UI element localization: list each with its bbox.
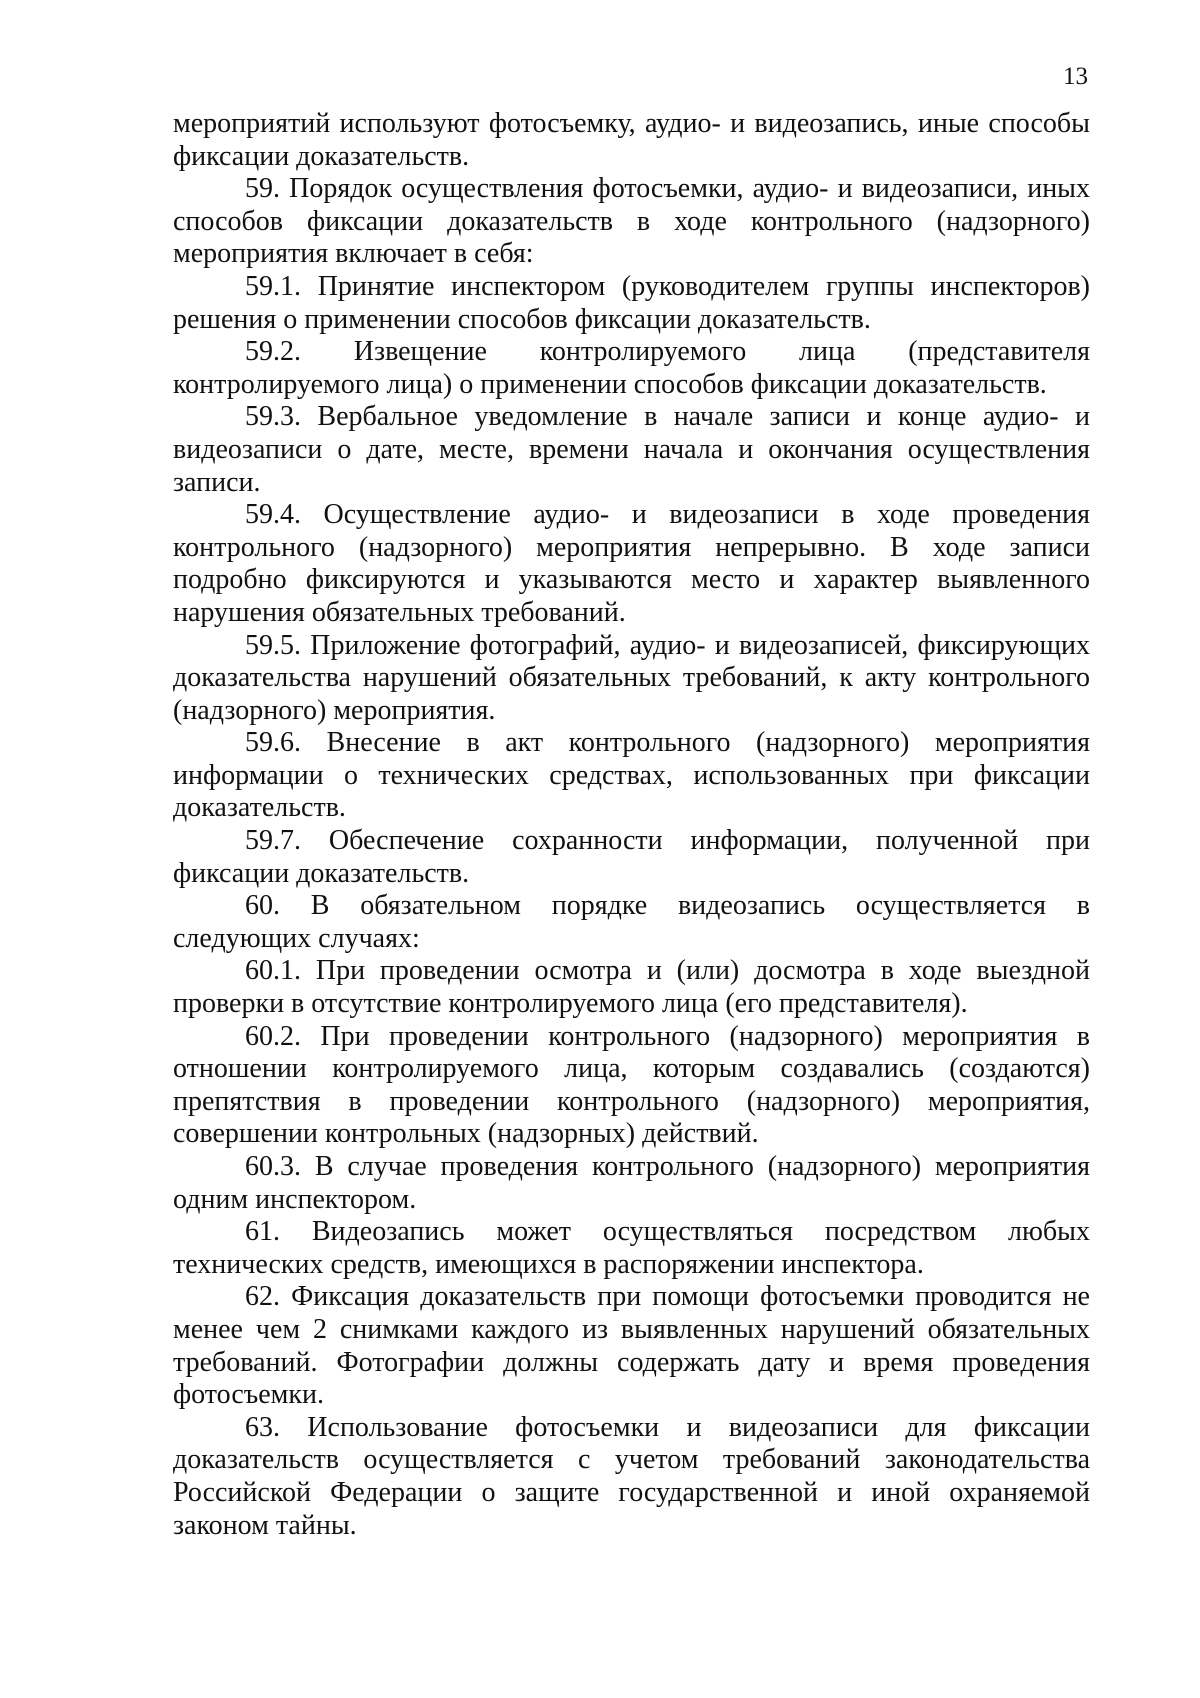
paragraph-59-1: 59.1. Принятие инспектором (руководителем группы инспекторов) решения о применении способов фиксации доказательств. — [173, 270, 1090, 335]
paragraph-59-4: 59.4. Осуществление аудио- и видеозаписи в ходе проведения контрольного (надзорного) мероприятия непрерывно. В ходе записи подробно фиксируются и указываются место и характер выявленного нарушения обязательных требований. — [173, 499, 1090, 628]
paragraph-60-2: 60.2. При проведении контрольного (надзорного) мероприятия в отношении контролируемого лица, которым создавались (создаются) препятствия в проведении контрольного (надзорного) мероприятия, совершении контрольных (надзорных) действий. — [173, 1020, 1090, 1150]
paragraph-continuation: мероприятий используют фотосъемку, аудио- и видеозапись, иные способы фиксации доказательств. — [173, 108, 1090, 172]
paragraph-60: 60. В обязательном порядке видеозапись осуществляется в следующих случаях: — [173, 890, 1090, 954]
paragraph-59-3: 59.3. Вербальное уведомление в начале записи и конце аудио- и видеозаписи о дате, месте, времени начала и окончания осуществления записи. — [173, 401, 1090, 498]
paragraph-59-5: 59.5. Приложение фотографий, аудио- и видеозаписей, фиксирующих доказательства нарушений обязательных требований, к акту контрольного (надзорного) мероприятия. — [173, 629, 1090, 726]
page-number: 13 — [1063, 63, 1088, 90]
paragraph-59-7: 59.7. Обеспечение сохранности информации, полученной при фиксации доказательств. — [173, 825, 1090, 889]
paragraph-60-1: 60.1. При проведении осмотра и (или) досмотра в ходе выездной проверки в отсутствие контролируемого лица (его представителя). — [173, 955, 1090, 1020]
paragraph-63: 63. Использование фотосъемки и видеозаписи для фиксации доказательств осуществляется с учетом требований законодательства Российской Федерации о защите государственной и иной охраняемой законом тайны. — [173, 1411, 1090, 1541]
paragraph-62: 62. Фиксация доказательств при помощи фотосъемки проводится не менее чем 2 снимками каждого из выявленных нарушений обязательных требований. Фотографии должны содержать дату и время проведения фотосъемки. — [173, 1281, 1090, 1411]
paragraph-59-2: 59.2. Извещение контролируемого лица (представителя контролируемого лица) о применении способов фиксации доказательств. — [173, 336, 1090, 400]
paragraph-60-3: 60.3. В случае проведения контрольного (надзорного) мероприятия одним инспектором. — [173, 1151, 1090, 1215]
document-body — [173, 108, 1090, 1542]
paragraph-59: 59. Порядок осуществления фотосъемки, аудио- и видеозаписи, иных способов фиксации доказательств в ходе контрольного (надзорного) мероприятия включает в себя: — [173, 173, 1090, 270]
paragraph-59-6: 59.6. Внесение в акт контрольного (надзорного) мероприятия информации о технических средствах, использованных при фиксации доказательств. — [173, 727, 1090, 824]
paragraph-61: 61. Видеозапись может осуществляться посредством любых технических средств, имеющихся в распоряжении инспектора. — [173, 1216, 1090, 1280]
